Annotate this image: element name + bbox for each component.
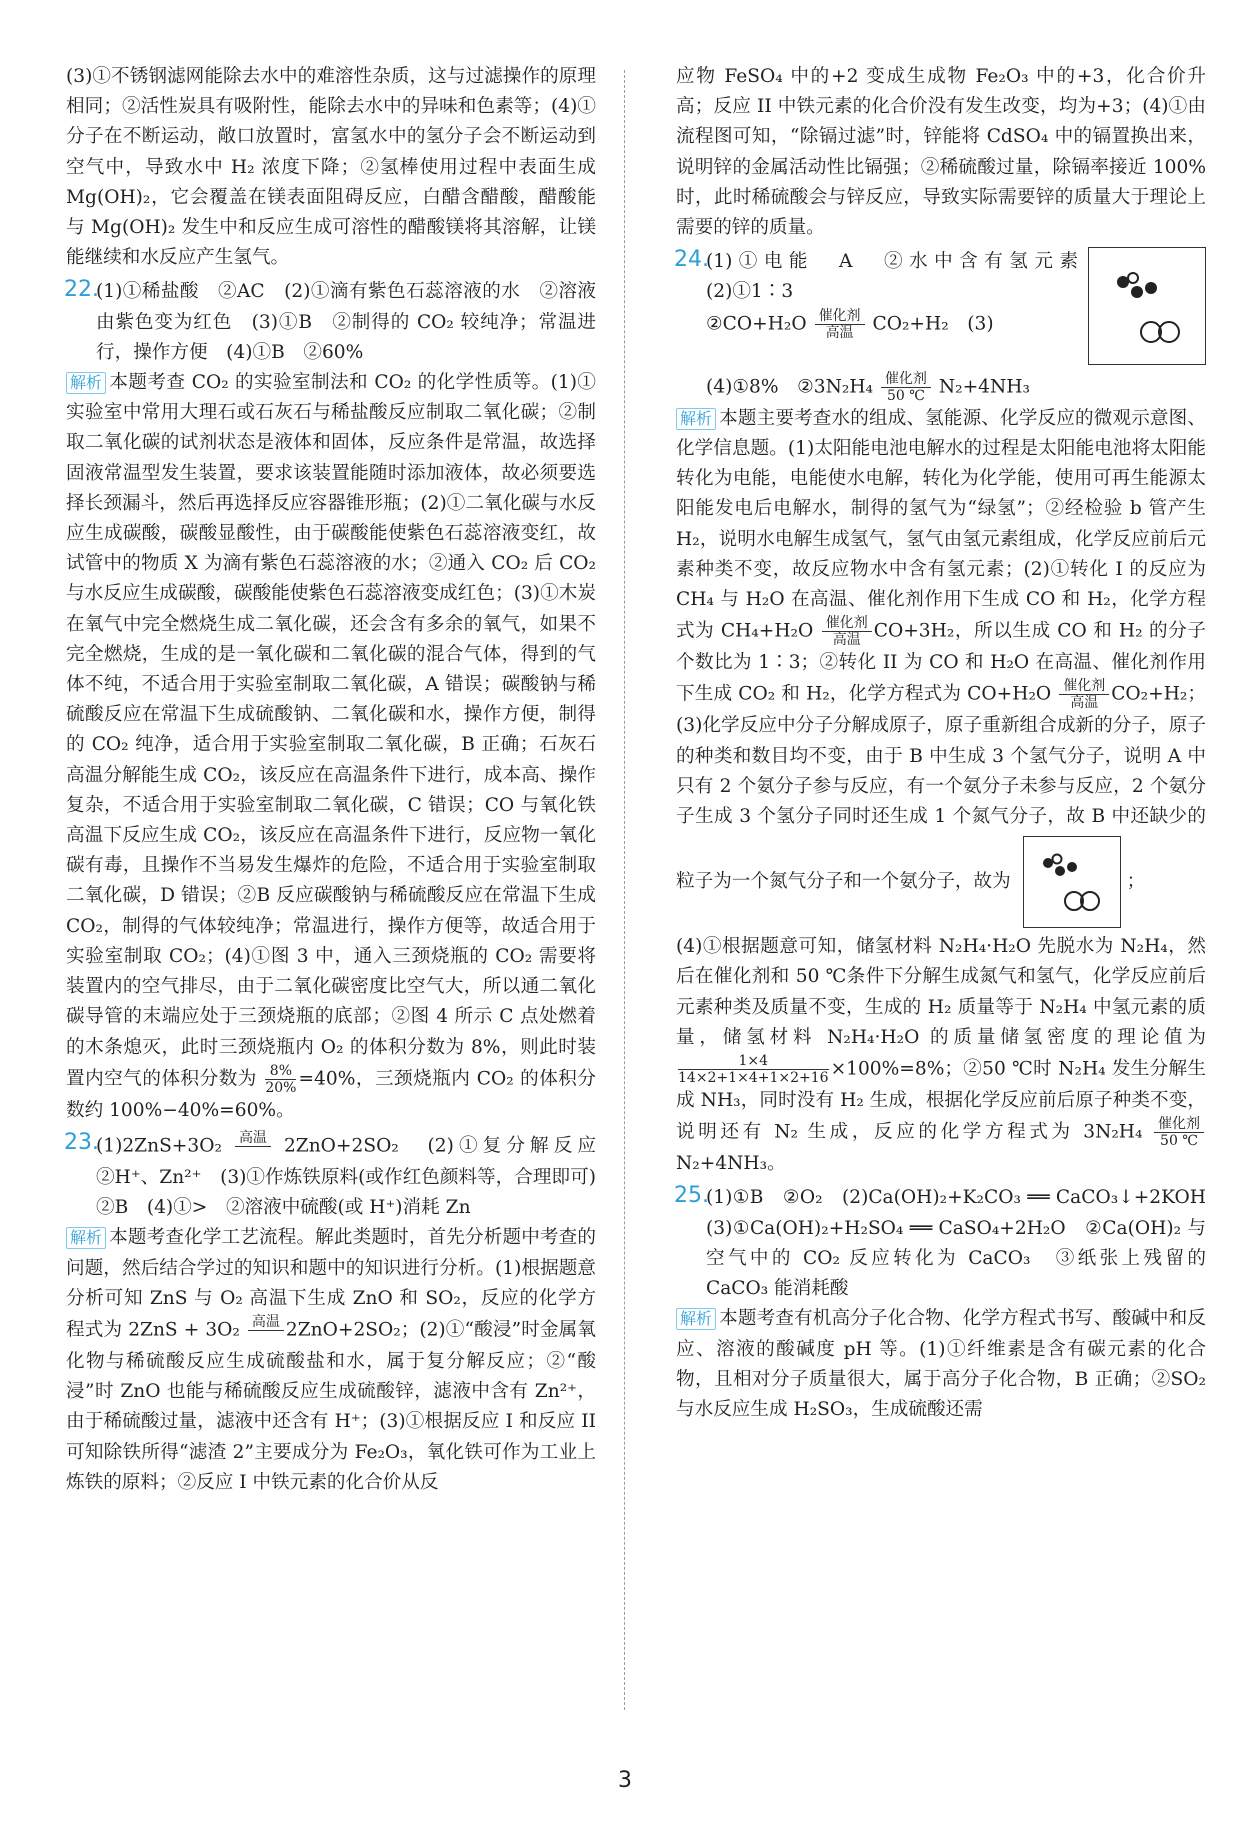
- analysis-tag: 解析: [66, 372, 106, 394]
- column-divider: [624, 70, 625, 1710]
- analysis-q25: 解析 本题考查有机高分子化合物、化学方程式书写、酸碱中和反应、溶液的酸碱度 pH 等。(1)①纤维素是含有碳元素的化合物，且相对分子质量很大，属于高分子化合物，B 正确；②SO₂ 与水反应生成 H₂SO₃，生成硫酸还需: [676, 1308, 1206, 1420]
- analysis-text: 本题考查 CO₂ 的实验室制法和 CO₂ 的化学性质等。(1)①实验室中常用大理石或石灰石与稀盐酸反应制取二氧化碳；②制取二氧化碳的试剂状态是液体和固体，反应条件是常温，故选择固液常温型发生装置，要求该装置能随时添加液体，故必须要选择长颈漏斗，然后再选择反应容器锥形瓶；(2)①二氧化碳与水反应生成碳酸，碳酸显酸性，由于碳酸能使紫色石蕊溶液变红，故试管中的物质 X 为滴有紫色石蕊溶液的水；②通入 CO₂ 后 CO₂ 与水反应生成碳酸，碳酸能使紫色石蕊溶液变成红色；(3)①木炭在氧气中完全燃烧生成二氧化碳，还会含有多余的氧气，如果不完全燃烧，生成的是一氧化碳和二氧化碳的混合气体，得到的气体不纯，不适合用于实验室制取二氧化碳，A 错误；碳酸钠与稀硫酸反应在常温下生成硫酸钠、二氧化碳和水，操作方便，制得的 CO₂ 纯净，适合用于实验室制取二氧化碳，B 正确；石灰石高温分解能生成 CO₂，该反应在高温条件下进行，成本高、操作复杂，不适合用于实验室制取二氧化碳，C 错误；CO 与氧化铁高温下反应生成 CO₂，该反应在高温条件下进行，反应物一氧化碳有毒，且操作不当易发生爆炸的危险，不适合用于实验室制取二氧化碳，D 错误；②B 反应碳酸钠与稀硫酸反应在常温下生成 CO₂，制得的气体较纯净；常温进行，操作方便等，故适合用于实验室制取 CO₂；(4)①图 3 中，通入三颈烧瓶的 CO₂ 需要将装置内的空气排尽，由于二氧化碳密度比空气大，所以通二氧化碳导管的末端应处于三颈烧瓶的底部；②图 4 所示 C 点处燃着的木条熄灭，此时三颈烧瓶内 O₂ 的体积分数为 8%，则此时装置内空气的体积分数为: [66, 372, 596, 1090]
- fraction: $\frac{8\%}{20\%}$: [265, 1062, 297, 1096]
- analysis-tag: 解析: [676, 1308, 716, 1330]
- reaction-condition: 催化剂 高温: [815, 308, 865, 341]
- fraction: $\frac{1\times 4}{14\times 2+1\times 4+1\times 2+16}$: [678, 1053, 829, 1087]
- paragraph-q23-continued: 应物 FeSO₄ 中的+2 变成生成物 Fe₂O₃ 中的+3，化合价升高；反应 II 中铁元素的化合价没有发生改变，均为+3；(4)①由流程图可知，“除镉过滤”时，锌能将 CdSO₄ 中的镉置换出来，说明锌的金属活动性比镉强；②稀硫酸过量，除镉率接近 100%时，此时稀硫酸会与锌反应，导致实际需要锌的质量大于理论上需要的锌的质量。: [676, 66, 1206, 239]
- molecule-icon: [1024, 837, 1120, 927]
- answer-q22: [66, 277, 596, 368]
- right-column: [674, 62, 1225, 1425]
- analysis-tail: =40%，三颈烧瓶内 CO₂ 的体积分数约 100%−40%=60%。: [66, 1068, 596, 1121]
- answer-q25: 25. (1)①B ②O₂ (2)Ca(OH)₂+K₂CO₃ ══ CaCO₃↓+2KOH (3)①Ca(OH)₂+H₂SO₄ ══ CaSO₄+2H₂O ②Ca(OH)₂ 与空气中的 CO₂ 反应转化为 CaCO₃ ③纸张上残留的 CaCO₃ 能消耗酸: [674, 1183, 1225, 1300]
- reaction-condition: 高温: [248, 1314, 284, 1347]
- left-column: [64, 62, 615, 1498]
- analysis-tag: 解析: [676, 408, 716, 430]
- answer-text: (1)①稀盐酸 ②AC (2)①滴有紫色石蕊溶液的水 ②溶液由紫色变为红色 (3)①B ②制得的 CO₂ 较纯净；常温进行，操作方便 (4)①B ②60%: [96, 281, 596, 363]
- molecule-icon: [1089, 248, 1205, 364]
- reaction-condition: 催化剂 50 ℃: [1154, 1116, 1204, 1149]
- analysis-q24: 解析 本题主要考查水的组成、氢能源、化学反应的微观示意图、化学信息题。(1)太阳能电池电解水的过程是太阳能电池将太阳能转化为电能，电能使水电解，转化为化学能，使用可再生能源太阳能发电后电解水，制得的氢气为“绿氢”；②经检验 b 管产生 H₂，说明水电解生成氢气，氢气由氢元素组成，化学反应前后元素种类不变，故反应物水中含有氢元素；(2)①转化 I 的反应为 CH₄ 与 H₂O 在高温、催化剂作用下生成 CO 和 H₂，化学方程式为 CH₄+H₂O 催化剂 高温 CO+3H₂，所以生成 CO 和 H₂ 的分子个数比为 1∶3；②转化 II 为 CO 和 H₂O 在高温、催化剂作用下生成 CO₂ 和 H₂，化学方程式为 CO+H₂O 催化剂 高温 CO₂+H₂；(3)化学反应中分子分解成原子，原子重新组合成新的分子，原子的种类和数目均不变，由于 B 中生成 3 个氢气分子，说明 A 中只有 2 个氨分子参与反应，有一个氨分子未参与反应，2 个氨分子生成 3 个氢分子同时还生成 1 个氮气分子，故 B 中还缺少的粒子为一个氮气分子和一个氨分子，故为 ； (4)①根据题意可知，储氢材料 N₂H₄·H₂O 先脱水为 N₂H₄，然后在催化剂和 50 ℃条件下分解生成氮气和氢气，化学反应前后元素种类及质量不变，生成的 H₂ 质量等于 N₂H₄ 中氢元素的质量，储氢材料 N₂H₄·H₂O 的质量储氢密度的理论值为 $\frac{1\times 4}{14\times 2+1\times 4+1\times 2+16}$ ×100%=8%；②50 ℃时 N₂H₄ 发生分解生成 NH₃，同时没有 H₂ 生成，根据化学反应前后原子种类不变，说明还有 N₂ 生成，反应的化学方程式为 3N₂H₄ 催化剂 50 ℃ N₂+4NH₃。: [676, 407, 1206, 1175]
- paragraph-q21-continued: (3)①不锈钢滤网能除去水中的难溶性杂质，这与过滤操作的原理相同；②活性炭具有吸附性，能除去水中的异味和色素等；(4)①分子在不断运动，敞口放置时，富氢水中的氢分子会不断运动到空气中，导致水中 H₂ 浓度下降；②氢棒使用过程中表面生成 Mg(OH)₂，它会覆盖在镁表面阻碍反应，白醋含醋酸，醋酸能与 Mg(OH)₂ 发生中和反应生成可溶性的醋酸镁将其溶解，让镁能继续和水反应产生氢气。: [66, 66, 596, 269]
- page-number: 3: [618, 1768, 632, 1793]
- question-number: 22.: [64, 277, 99, 303]
- question-number: 24.: [674, 247, 709, 273]
- molecule-diagram: [1088, 247, 1206, 365]
- answer-q23: 23. (1)2ZnS+3O₂ 高温 2ZnO+2SO₂ (2)①复分解反应 ②H⁺、Zn²⁺ (3)①作炼铁原料(或作红色颜料等，合理即可) ②B (4)①> ②溶液中硫酸(或 H⁺)消耗 Zn: [64, 1129, 615, 1219]
- reaction-condition: 催化剂 高温: [822, 615, 872, 648]
- reaction-condition: 高温: [235, 1130, 271, 1163]
- answer-q24: 24. (1)①电能 A ②水中含有氢元素 (2)①1∶3 ②CO+H₂O 催化剂 高温 CO₂+H₂ (3) (4)①8% ②3N₂H₄ 催化剂 50 ℃ N₂+4NH₃: [676, 247, 1206, 404]
- question-number: 25.: [674, 1183, 709, 1209]
- analysis-tag: 解析: [66, 1227, 106, 1249]
- analysis-q22: [66, 368, 596, 1126]
- molecule-diagram-answer: [1023, 836, 1121, 928]
- analysis-q23: 解析 本题考查化学工艺流程。解此类题时，首先分析题中考查的问题，然后结合学过的知识和题中的知识进行分析。(1)根据题意分析可知 ZnS 与 O₂ 高温下生成 ZnO 和 SO₂，反应的化学方程式为 2ZnS + 3O₂ 高温 2ZnO+2SO₂；(2)①“酸浸”时金属氧化物与稀硫酸反应生成硫酸盐和水，属于复分解反应；②“酸浸”时 ZnO 也能与稀硫酸反应生成硫酸锌，滤液中含有 Zn²⁺，由于稀硫酸过量，滤液中还含有 H⁺；(3)①根据反应 I 和反应 II 可知除铁所得“滤渣 2”主要成分为 Fe₂O₃，氧化铁可作为工业上炼铁的原料；②反应 I 中铁元素的化合价从反: [66, 1227, 596, 1493]
- reaction-condition: 催化剂 50 ℃: [881, 371, 931, 404]
- question-number: 23.: [64, 1129, 99, 1155]
- reaction-condition: 催化剂 高温: [1059, 678, 1109, 711]
